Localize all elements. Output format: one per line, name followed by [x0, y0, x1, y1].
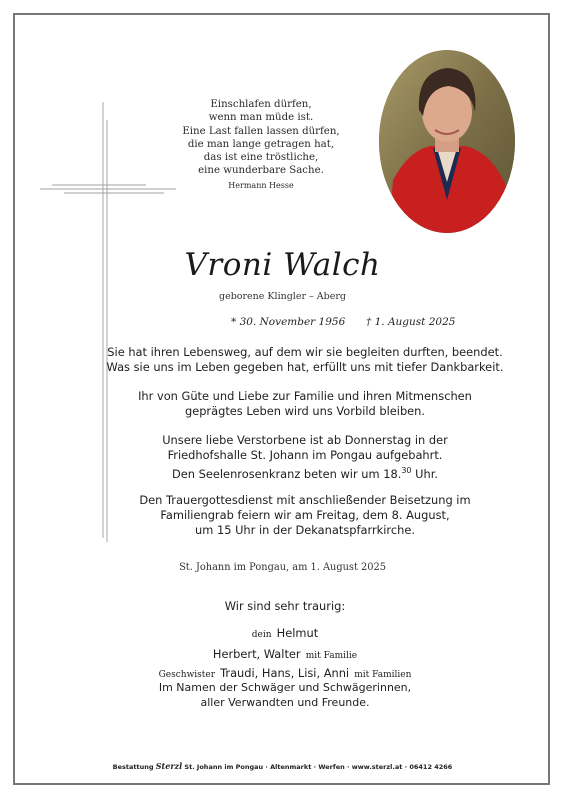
mourner-name: Herbert, Walter [212, 647, 301, 661]
poem-line: eine wunderbare Sache. [198, 165, 324, 177]
text-line: um 15 Uhr in der Dekanatspfarrkirche. [195, 523, 415, 538]
poem-author: Hermann Hesse [228, 180, 294, 190]
rosary-text: Den Seelenrosenkranz beten wir um 18. [172, 467, 402, 482]
footer-prefix: Bestattung [112, 763, 154, 771]
text-line: Unsere liebe Verstorbene ist ab Donnerstag in der [162, 433, 448, 447]
rosary-line [100, 463, 510, 482]
poem-line: Einschlafen dürfen, [210, 99, 312, 110]
poem-line: wenn man müde ist. [208, 112, 314, 124]
mourner-line [120, 643, 450, 662]
poem [176, 98, 346, 192]
mourners-intro: Wir sind sehr traurig: [224, 599, 346, 613]
maiden-name: geborene Klingler – Aberg [219, 291, 346, 302]
mourner-name: Traudi, Hans, Lisi, Anni [220, 666, 350, 680]
paragraph-life [100, 345, 510, 375]
mourners-closing [120, 681, 450, 710]
rosary-minutes: 30 [401, 466, 412, 476]
birth-date: * 30. November 1956 [231, 316, 346, 328]
text-line: Friedhofshalle St. Johann im Pongau aufgebahrt. [167, 448, 443, 463]
deceased-name: Vroni Walch [184, 247, 381, 283]
text-line: Im Namen der Schwäger und Schwägerinnen, [158, 681, 412, 694]
mourner-relation: mit Familie [305, 651, 358, 661]
portrait-photo [379, 50, 515, 233]
mourner-relation: Geschwister [158, 670, 216, 680]
mourner-line [120, 622, 450, 641]
mourner-relation: dein [251, 630, 272, 640]
footer-contact: St. Johann im Pongau · Altenmarkt · Werfen · www.sterzl.at · 06412 4266 [184, 763, 453, 771]
text-line: geprägtes Leben wird uns Vorbild bleiben. [184, 404, 426, 419]
funeral-home-logo: Sterzl [155, 761, 183, 771]
rosary-suffix: Uhr. [411, 467, 438, 482]
text-line: aller Verwandten und Freunde. [200, 695, 370, 709]
poem-line: das ist eine tröstliche, [203, 152, 319, 164]
text-line: Den Trauergottesdienst mit anschließender Beisetzung im [139, 493, 471, 507]
paragraph-example [100, 389, 510, 419]
poem-line: Eine Last fallen lassen dürfen, [182, 125, 340, 137]
text-line: Sie hat ihren Lebensweg, auf dem wir sie begleiten durften, beendet. [107, 345, 503, 359]
place-date: St. Johann im Pongau, am 1. August 2025 [179, 562, 386, 573]
poem-line: die man lange getragen hat, [187, 138, 335, 150]
paragraph-funeral [100, 493, 510, 539]
mourner-line [120, 662, 450, 681]
funeral-home-footer [0, 761, 565, 771]
mourner-relation: mit Familien [354, 670, 412, 680]
paragraph-viewing [100, 433, 510, 482]
text-line: Ihr von Güte und Liebe zur Familie und ihren Mitmenschen [138, 389, 472, 403]
mourner-name: Helmut [276, 626, 319, 640]
text-line: Familiengrab feiern wir am Freitag, dem 8. August, [160, 508, 450, 523]
death-date: † 1. August 2025 [366, 316, 456, 328]
text-line: Was sie uns im Leben gegeben hat, erfüllt uns mit tiefer Dankbarkeit. [106, 360, 504, 375]
